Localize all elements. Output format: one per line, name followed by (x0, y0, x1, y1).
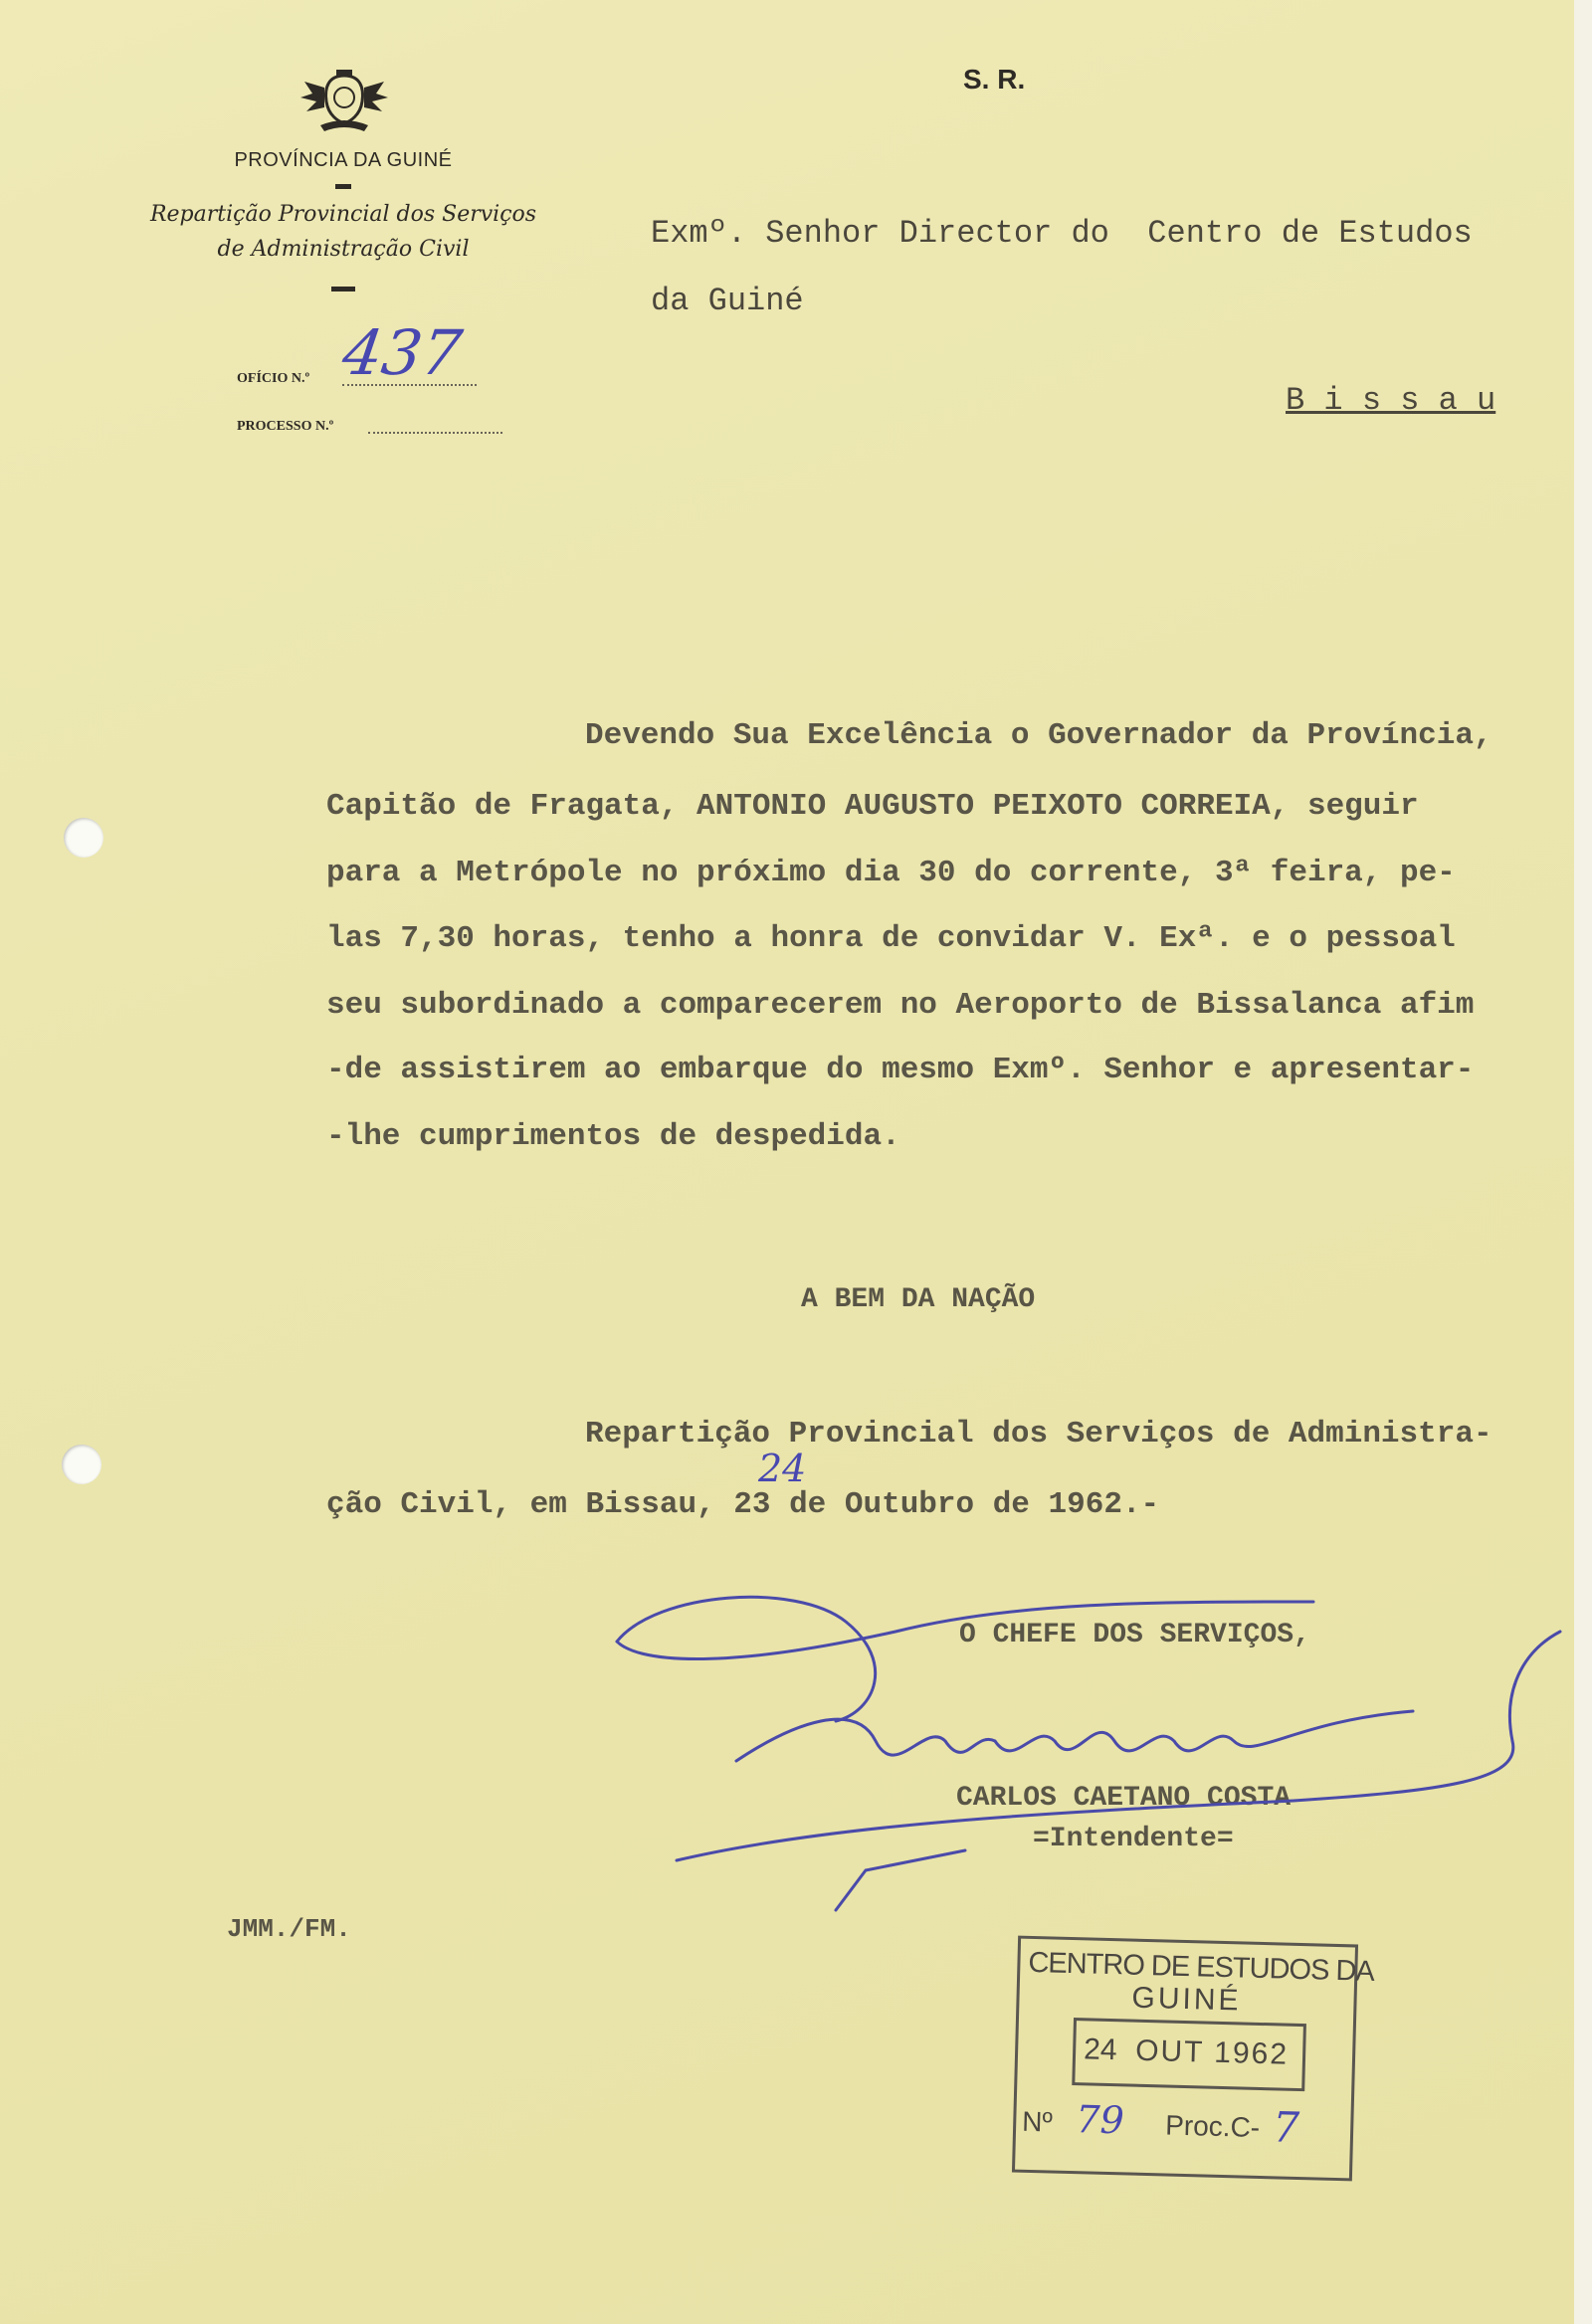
coat-of-arms-icon (298, 68, 390, 135)
typist-initials: JMM./FM. (227, 1914, 351, 1944)
stamp-proc-number: 7 (1272, 2102, 1300, 2153)
motto: A BEM DA NAÇÃO (801, 1284, 1036, 1315)
stamp-date: OUT 1962 (1134, 2034, 1290, 2071)
body-line: -de assistirem ao embarque do mesmo Exmº. Senhor e apresentar- (326, 1053, 1475, 1087)
divider (331, 287, 355, 291)
stamp-date-day: 24 (1083, 2033, 1118, 2067)
punch-hole (64, 818, 103, 858)
stamp-number: 79 (1075, 2097, 1125, 2143)
scan-edge (1574, 0, 1592, 2324)
closing-line2: ção Civil, em Bissau, 23 de Outubro de 1962.- (326, 1487, 1160, 1522)
handwritten-date-correction: 24 (758, 1447, 807, 1490)
processo-field (368, 418, 502, 439)
office-name-line1: Repartição Provincial dos Serviços (149, 202, 537, 227)
signatory-role: =Intendente= (1033, 1824, 1234, 1854)
sr-mark: S. R. (963, 64, 1026, 95)
oficio-number: 437 (337, 316, 467, 389)
signatory-title: O CHEFE DOS SERVIÇOS, (959, 1620, 1310, 1650)
body-line: Capitão de Fragata, ANTONIO AUGUSTO PEIXOTO CORREIA, seguir (326, 789, 1419, 824)
province-title: PROVÍNCIA DA GUINÉ (234, 149, 453, 171)
closing-line1: Repartição Provincial dos Serviços de Administra- (585, 1417, 1492, 1452)
office-name-line2: de Administração Civil (217, 237, 470, 262)
handwritten-signature (597, 1572, 1572, 1930)
stamp-date-box (1072, 2018, 1306, 2091)
punch-hole (62, 1445, 101, 1484)
stamp-line2: GUINÉ (1131, 1981, 1242, 2018)
oficio-label: OFÍCIO N.º (237, 371, 310, 386)
addressee-line2: da Guiné (651, 283, 804, 319)
receipt-stamp (1012, 1936, 1375, 2182)
stamp-proc-label: Proc.C- (1164, 2109, 1261, 2143)
body-line: seu subordinado a comparecerem no Aeroporto de Bissalanca afim (326, 988, 1475, 1023)
addressee-line1: Exmº. Senhor Director do Centro de Estudos (651, 215, 1473, 252)
divider (335, 184, 351, 189)
stamp-line1: CENTRO DE ESTUDOS DA (1028, 1946, 1375, 1988)
body-line: Devendo Sua Excelência o Governador da Província, (585, 718, 1492, 753)
body-line: para a Metrópole no próximo dia 30 do corrente, 3ª feira, pe- (326, 856, 1456, 890)
processo-label: PROCESSO N.º (237, 419, 334, 434)
body-line: -lhe cumprimentos de despedida. (326, 1119, 900, 1154)
addressee-city: B i s s a u (1286, 382, 1496, 419)
signatory-name: CARLOS CAETANO COSTA (956, 1783, 1292, 1814)
body-line: las 7,30 horas, tenho a honra de convidar V. Exª. e o pessoal (326, 921, 1456, 956)
stamp-number-label: Nº (1021, 2105, 1054, 2138)
